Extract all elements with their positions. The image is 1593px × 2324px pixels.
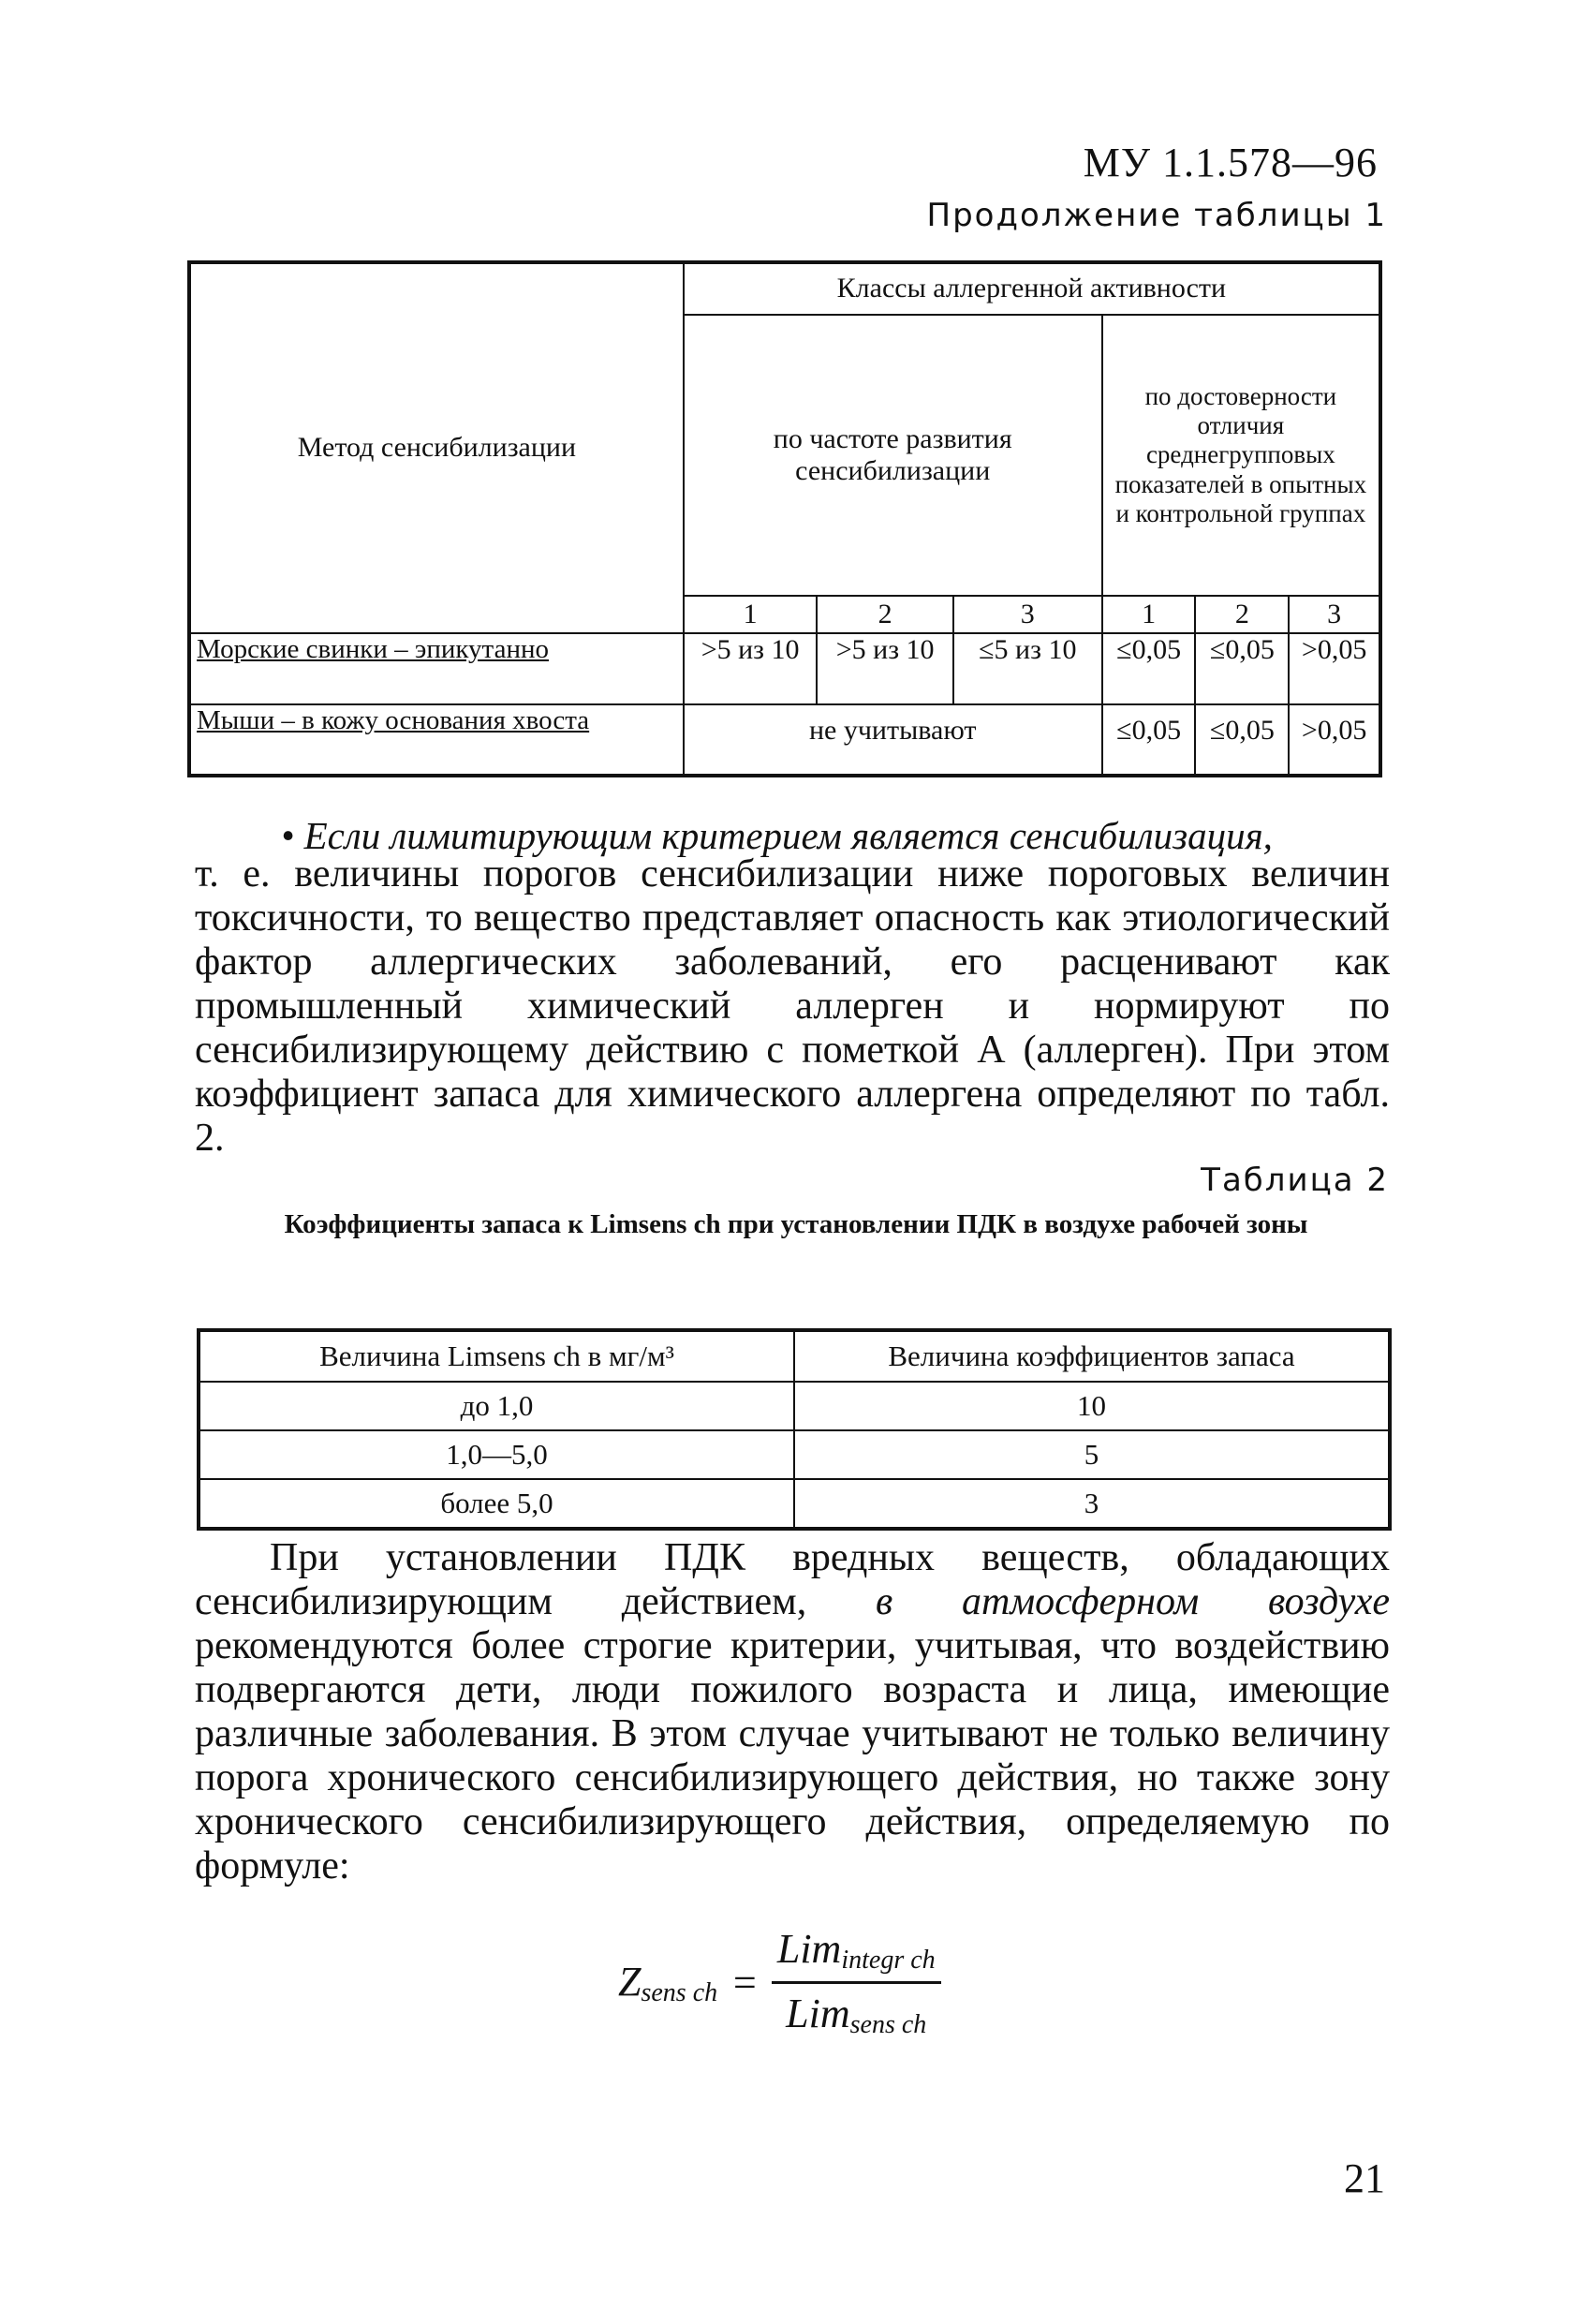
table-cell: >0,05 [1289, 633, 1380, 704]
col-number: 1 [684, 596, 818, 633]
table-cell: >5 из 10 [817, 633, 952, 704]
coef-cell: 5 [794, 1430, 1390, 1479]
formula-denominator [780, 1984, 932, 2040]
table-row [199, 1382, 1390, 1430]
range-cell: более 5,0 [199, 1479, 794, 1529]
paragraph-atmospheric [195, 1536, 1390, 1888]
classes-header: Классы аллергенной активности [684, 262, 1380, 315]
table-row [199, 1430, 1390, 1479]
table-cell: ≤0,05 [1102, 704, 1196, 776]
formula-symbol: Z [618, 1958, 642, 2005]
table2-label: Таблица 2 [1201, 1162, 1389, 1199]
table-cell: ≤0,05 [1102, 633, 1196, 704]
table-row [189, 633, 1380, 704]
formula-subscript: sens ch [849, 2010, 927, 2039]
range-cell: до 1,0 [199, 1382, 794, 1430]
col1-header: Величина Limsens ch в мг/м³ [199, 1330, 794, 1382]
col-number: 2 [1195, 596, 1289, 633]
formula-subscript: integr ch [841, 1946, 936, 1975]
frequency-header: по частоте развития сенсибилизации [684, 315, 1102, 596]
equals-sign: = [730, 1960, 759, 2006]
merged-cell: не учитывают [684, 704, 1102, 776]
col-number: 2 [817, 596, 952, 633]
allergen-classes-table [187, 260, 1382, 777]
formula [618, 1925, 941, 2040]
table-continuation-label: Продолжение таблицы 1 [926, 197, 1387, 234]
paragraph-part: рекомендуются более строгие критерии, учитывая, что воздействию подвергаются дети, люди пожилого возраста и лица, имеющие различные заболевания. В этом случае учитывают не только величину порога хронического сенсибилизирующего действия, но также зону хронического сенсибилизирующего действия, определяемую по формуле: [195, 1624, 1390, 1887]
coef-cell: 10 [794, 1382, 1390, 1430]
paragraph-italic: в атмосферном воздухе [876, 1580, 1391, 1623]
range-cell: 1,0—5,0 [199, 1430, 794, 1479]
reliability-header: по достоверности отличия среднегрупповых показателей в опытных и контрольной группах [1102, 315, 1380, 596]
page-number: 21 [1344, 2155, 1385, 2201]
method-name: Морские свинки – эпикутанно [189, 633, 684, 704]
table-cell: ≤0,05 [1195, 704, 1289, 776]
formula-fraction [772, 1925, 941, 2040]
safety-factor-table [197, 1328, 1392, 1531]
italic-lead: • Если лимитирующим критерием является сенсибилизация, [281, 814, 1273, 857]
method-header: Метод сенсибилизации [189, 262, 684, 633]
document-code: МУ 1.1.578—96 [1083, 140, 1378, 185]
paragraph-part: При установлении ПДК вредных веществ, обладающих сенсибилизирующим действием, [195, 1536, 1390, 1623]
formula-subscript: sens ch [641, 1977, 718, 2007]
method-name: Мыши – в кожу основания хвоста [189, 704, 684, 776]
table-cell: ≤0,05 [1195, 633, 1289, 704]
table-row [189, 704, 1380, 776]
col-number: 1 [1102, 596, 1196, 633]
formula-numerator [772, 1925, 941, 1984]
formula-lhs [618, 1958, 717, 2008]
table-row [199, 1479, 1390, 1529]
table2-title: Коэффициенты запаса к Limsens ch при установлении ПДК в воздухе рабочей зоны [284, 1209, 1308, 1239]
table-cell: >5 из 10 [684, 633, 818, 704]
col2-header: Величина коэффициентов запаса [794, 1330, 1390, 1382]
table-cell: >0,05 [1289, 704, 1380, 776]
formula-symbol: Lim [786, 1991, 850, 2036]
col-number: 3 [953, 596, 1102, 633]
table-cell: ≤5 из 10 [953, 633, 1102, 704]
coef-cell: 3 [794, 1479, 1390, 1529]
col-number: 3 [1289, 596, 1380, 633]
formula-symbol: Lim [776, 1926, 842, 1972]
paragraph-body: т. е. величины порогов сенсибилизации ниже пороговых величин токсичности, то вещество представляет опасность как этиологический фактор аллергических заболеваний, его расценивают как промышленный химический аллерген и нормируют по сенсибилизирующему действию с пометкой А (аллерген). При этом коэффициент запаса для химического аллергена определяют по табл. 2. [195, 852, 1390, 1160]
